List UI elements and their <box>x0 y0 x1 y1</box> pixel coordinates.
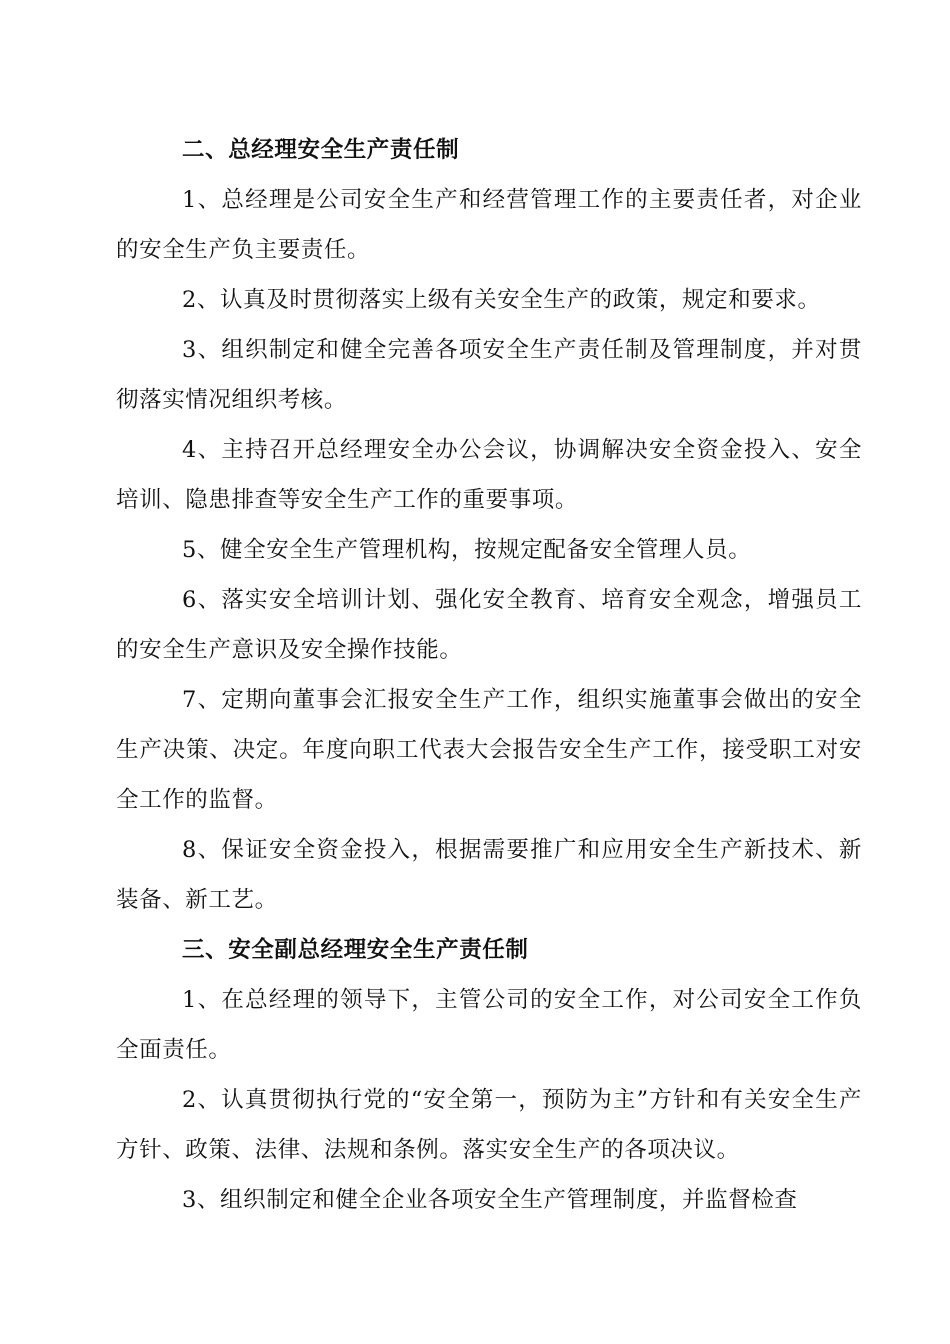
section-2-item-7: 7、定期向董事会汇报安全生产工作，组织实施董事会做出的安全生产决策、决定。年度向职工代表大会报告安全生产工作，接受职工对安全工作的监督。 <box>116 687 862 813</box>
section-2-heading: 二、总经理安全生产责任制 <box>182 137 460 163</box>
section-3-heading: 三、安全副总经理安全生产责任制 <box>182 937 529 963</box>
section-2-item-6: 6、落实安全培训计划、强化安全教育、培育安全观念，增强员工的安全生产意识及安全操作技能。 <box>116 587 862 663</box>
section-2-item-1: 1、总经理是公司安全生产和经营管理工作的主要责任者，对企业的安全生产负主要责任。 <box>116 187 862 263</box>
section-3-item-1: 1、在总经理的领导下，主管公司的安全工作，对公司安全工作负全面责任。 <box>116 987 862 1063</box>
document-body <box>116 125 862 1225</box>
section-2-item-2: 2、认真及时贯彻落实上级有关安全生产的政策，规定和要求。 <box>182 287 821 313</box>
section-3-item-2: 2、认真贯彻执行党的“安全第一，预防为主”方针和有关安全生产方针、政策、法律、法规和条例。落实安全生产的各项决议。 <box>116 1087 862 1163</box>
section-2-item-3: 3、组织制定和健全完善各项安全生产责任制及管理制度，并对贯彻落实情况组织考核。 <box>116 337 862 413</box>
section-2-item-4: 4、主持召开总经理安全办公会议，协调解决安全资金投入、安全培训、隐患排查等安全生产工作的重要事项。 <box>116 437 862 513</box>
section-3-item-3: 3、组织制定和健全企业各项安全生产管理制度，并监督检查 <box>182 1187 798 1213</box>
section-2-item-8: 8、保证安全资金投入，根据需要推广和应用安全生产新技术、新装备、新工艺。 <box>116 837 862 913</box>
section-2-item-5: 5、健全安全生产管理机构，按规定配备安全管理人员。 <box>182 537 752 563</box>
